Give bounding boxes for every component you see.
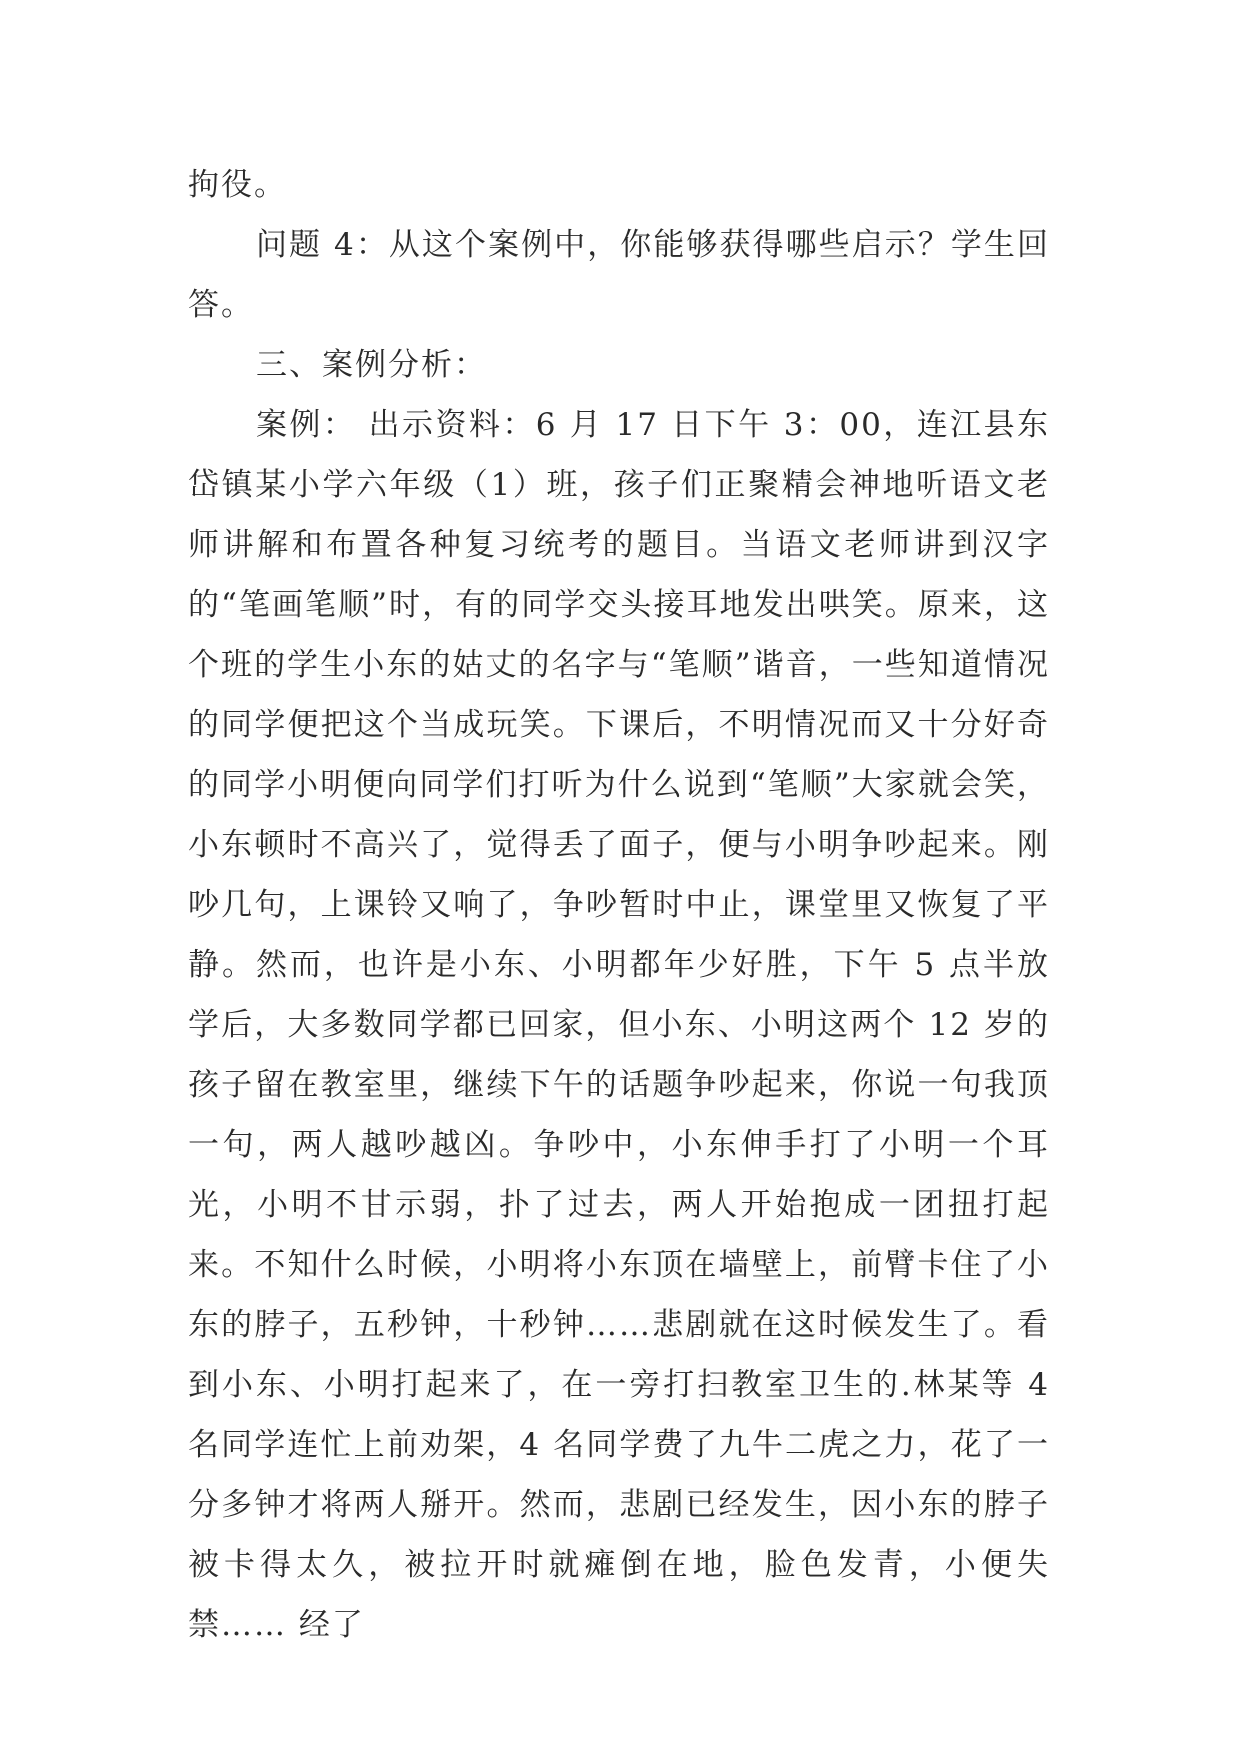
paragraph-case-narrative: 案例： 出示资料：6 月 17 日下午 3：00，连江县东岱镇某小学六年级（1）班，孩子们正聚精会神地听语文老师讲解和布置各种复习统考的题目。当语文老师讲到汉字的“笔画笔顺”时，有的同学交头接耳地发出哄笑。原来，这个班的学生小东的姑丈的名字与“笔顺”谐音，一些知道情况的同学便把这个当成玩笑。下课后，不明情况而又十分好奇的同学小明便向同学们打听为什么说到“笔顺”大家就会笑，小东顿时不高兴了，觉得丢了面子，便与小明争吵起来。刚吵几句，上课铃又响了，争吵暂时中止，课堂里又恢复了平静。然而，也许是小东、小明都年少好胜，下午 5 点半放学后，大多数同学都已回家，但小东、小明这两个 12 岁的孩子留在教室里，继续下午的话题争吵起来，你说一句我顶一句，两人越吵越凶。争吵中，小东伸手打了小明一个耳光，小明不甘示弱，扑了过去，两人开始抱成一团扭打起来。不知什么时候，小明将小东顶在墙壁上，前臂卡住了小东的脖子，五秒钟，十秒钟……悲剧就在这时候发生了。看到小东、小明打起来了，在一旁打扫教室卫生的.林某等 4 名同学连忙上前劝架，4 名同学费了九牛二虎之力，花了一分多钟才将两人掰开。然而，悲剧已经发生，因小东的脖子被卡得太久，被拉开时就瘫倒在地，脸色发青，小便失禁…… 经了	[188, 407, 1050, 1643]
paragraph-question-4: 问题 4：从这个案例中，你能够获得哪些启示？学生回答。	[188, 227, 1050, 323]
paragraph-section-heading: 三、案例分析：	[256, 347, 487, 383]
paragraph-sentence-end: 拘役。	[188, 167, 287, 203]
document-body	[188, 155, 1050, 1655]
